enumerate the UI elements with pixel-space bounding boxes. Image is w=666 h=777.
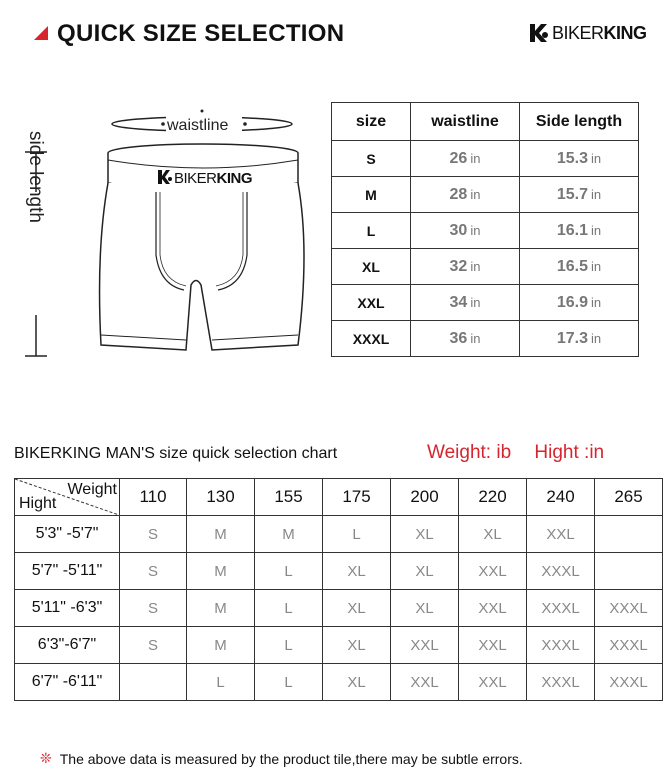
quick-row (15, 516, 663, 553)
size-cell: L (332, 213, 411, 249)
size-suggestion-cell (595, 516, 663, 553)
quick-row (15, 627, 663, 664)
size-suggestion-cell: S (120, 516, 187, 553)
size-suggestion-cell: L (255, 627, 323, 664)
waistline-label: waistline (167, 117, 229, 134)
shorts-drawing (0, 80, 320, 380)
size-suggestion-cell: XXXL (527, 553, 595, 590)
size-row (332, 213, 639, 249)
side-cell: 16.9 in (520, 285, 639, 321)
brand-logo (528, 22, 647, 44)
size-suggestion-cell: XXXL (595, 664, 663, 701)
waist-cell: 32 in (411, 249, 520, 285)
quick-chart-title: BIKERKING MAN'S size quick selection chart (14, 445, 338, 462)
footnote (40, 750, 523, 767)
size-suggestion-cell: S (120, 553, 187, 590)
size-suggestion-cell: XXXL (527, 590, 595, 627)
weight-header: 110 (120, 479, 187, 516)
size-suggestion-cell: XXL (527, 516, 595, 553)
size-table (331, 102, 639, 357)
size-suggestion-cell (595, 553, 663, 590)
size-suggestion-cell: M (187, 590, 255, 627)
size-cell: XXXL (332, 321, 411, 357)
corner-height-label: Hight (19, 495, 57, 512)
quick-table-header (15, 479, 663, 516)
weight-unit: Weight: ib (427, 442, 512, 463)
size-row (332, 285, 639, 321)
size-suggestion-cell: XXXL (527, 664, 595, 701)
size-suggestion-cell: XL (323, 590, 391, 627)
size-suggestion-cell: M (187, 627, 255, 664)
weight-header: 155 (255, 479, 323, 516)
weight-header: 130 (187, 479, 255, 516)
size-row (332, 321, 639, 357)
waist-cell: 26 in (411, 141, 520, 177)
size-suggestion-cell (120, 664, 187, 701)
size-suggestion-cell: L (187, 664, 255, 701)
side-cell: 15.3 in (520, 141, 639, 177)
waist-cell: 36 in (411, 321, 520, 357)
quick-row (15, 664, 663, 701)
weight-header: 220 (459, 479, 527, 516)
size-suggestion-cell: L (255, 590, 323, 627)
size-suggestion-cell: L (255, 553, 323, 590)
size-suggestion-cell: M (255, 516, 323, 553)
waist-cell: 34 in (411, 285, 520, 321)
col-side-length: Side length (520, 103, 639, 141)
height-unit: Hight :in (534, 442, 605, 463)
size-suggestion-cell: XXL (459, 664, 527, 701)
brand-name: BIKERKING (552, 22, 647, 43)
size-cell: XXL (332, 285, 411, 321)
page-title: QUICK SIZE SELECTION (57, 20, 345, 47)
red-triangle-icon (34, 26, 48, 40)
col-size: size (332, 103, 411, 141)
footnote-text: The above data is measured by the product tile,there may be subtle errors. (59, 750, 523, 767)
size-cell: M (332, 177, 411, 213)
size-suggestion-cell: M (187, 516, 255, 553)
size-suggestion-cell: XXXL (527, 627, 595, 664)
size-suggestion-cell: XL (391, 516, 459, 553)
size-suggestion-cell: L (323, 516, 391, 553)
size-suggestion-cell: XXL (459, 553, 527, 590)
side-cell: 17.3 in (520, 321, 639, 357)
size-suggestion-cell: XXXL (595, 627, 663, 664)
height-range-cell: 5'11" -6'3" (15, 590, 120, 627)
size-suggestion-cell: XXL (459, 590, 527, 627)
size-suggestion-cell: XL (391, 553, 459, 590)
shorts-illustration (0, 80, 320, 380)
size-suggestion-cell: XL (459, 516, 527, 553)
size-suggestion-cell: XXL (391, 664, 459, 701)
height-range-cell: 6'3"-6'7" (15, 627, 120, 664)
size-suggestion-cell: XL (391, 590, 459, 627)
size-row (332, 177, 639, 213)
size-row (332, 141, 639, 177)
weight-header: 240 (527, 479, 595, 516)
side-cell: 16.5 in (520, 249, 639, 285)
weight-header: 265 (595, 479, 663, 516)
page-header (0, 0, 666, 70)
size-suggestion-cell: S (120, 590, 187, 627)
size-suggestion-cell: XL (323, 664, 391, 701)
size-suggestion-cell: XXXL (595, 590, 663, 627)
size-suggestion-cell: XXL (459, 627, 527, 664)
height-range-cell: 6'7" -6'11" (15, 664, 120, 701)
col-waistline: waistline (411, 103, 520, 141)
quick-row (15, 553, 663, 590)
bikerking-k-icon (528, 22, 550, 44)
quick-row (15, 590, 663, 627)
size-row (332, 249, 639, 285)
side-length-label: side length (25, 131, 46, 223)
size-table-header (332, 103, 639, 141)
corner-weight-label: Weight (67, 481, 117, 498)
quick-chart-units (427, 442, 622, 464)
size-suggestion-cell: XL (323, 627, 391, 664)
quick-selection-table (14, 478, 663, 701)
size-suggestion-cell: XXL (391, 627, 459, 664)
asterisk-icon: ❊ (40, 750, 52, 766)
size-cell: S (332, 141, 411, 177)
size-suggestion-cell: XL (323, 553, 391, 590)
waist-cell: 28 in (411, 177, 520, 213)
side-cell: 16.1 in (520, 213, 639, 249)
height-range-cell: 5'7" -5'11" (15, 553, 120, 590)
weight-header: 175 (323, 479, 391, 516)
weight-header: 200 (391, 479, 459, 516)
height-range-cell: 5'3" -5'7" (15, 516, 120, 553)
size-suggestion-cell: L (255, 664, 323, 701)
size-suggestion-cell: S (120, 627, 187, 664)
side-cell: 15.7 in (520, 177, 639, 213)
corner-cell (15, 479, 120, 516)
size-cell: XL (332, 249, 411, 285)
band-brand: BIKERKING (174, 170, 253, 187)
waist-cell: 30 in (411, 213, 520, 249)
size-suggestion-cell: M (187, 553, 255, 590)
